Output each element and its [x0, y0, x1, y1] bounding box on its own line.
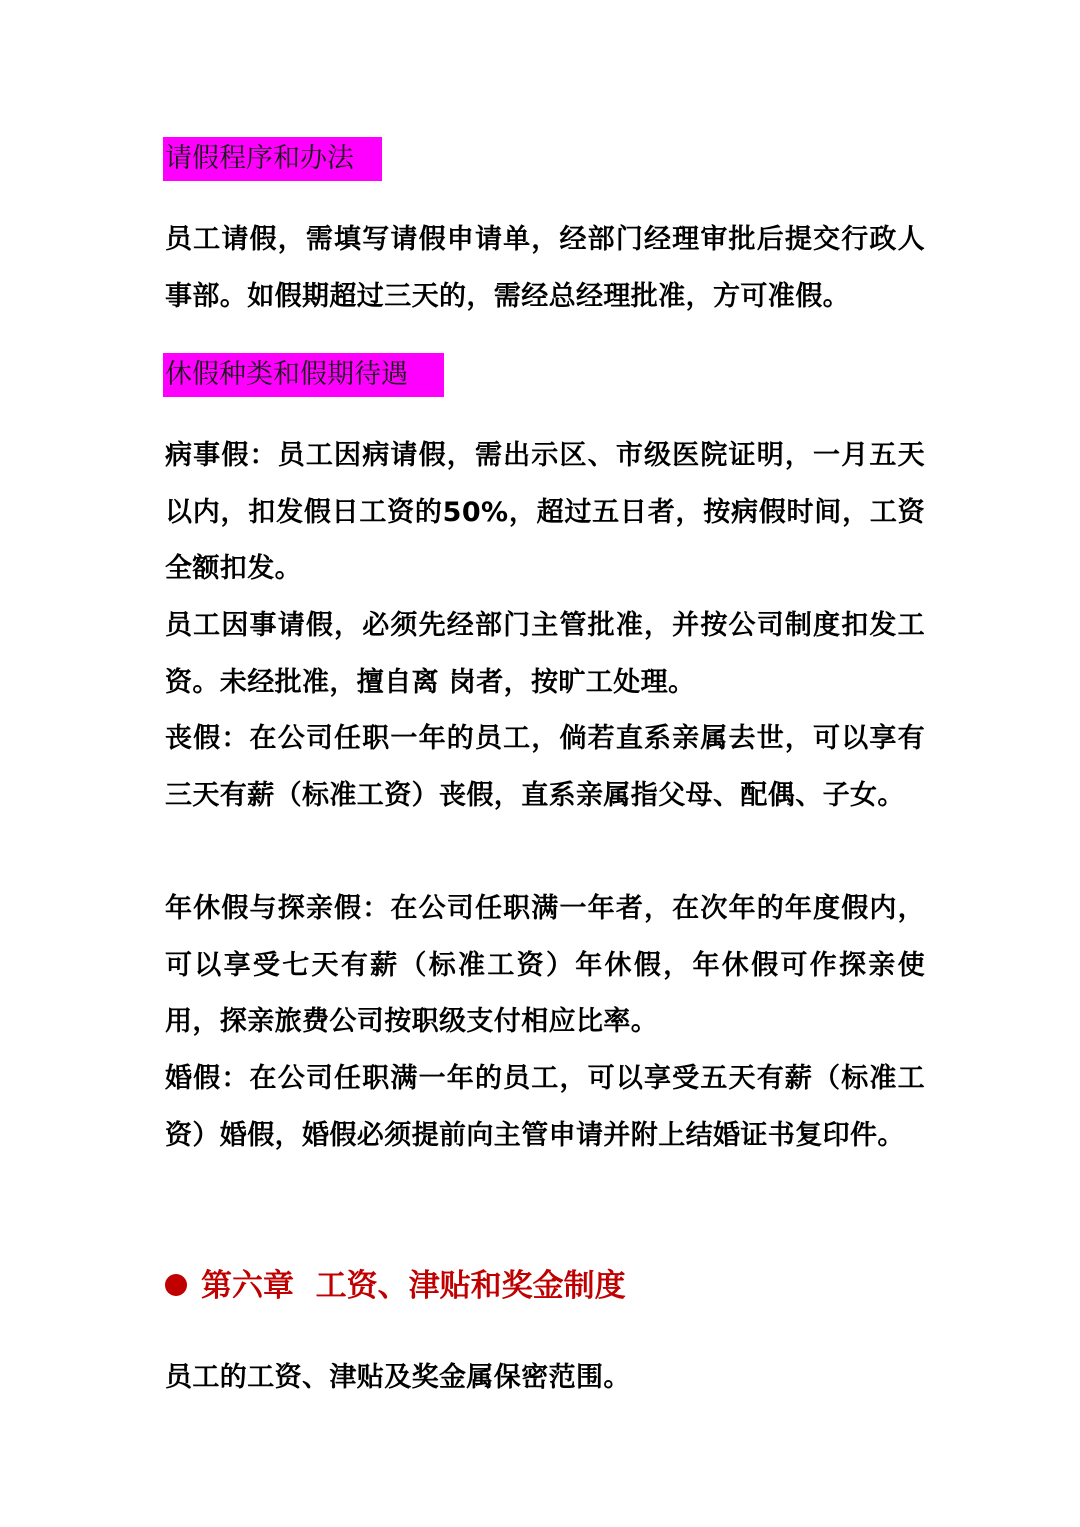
bullet-dot-icon: [165, 1274, 187, 1296]
paragraph-personal-leave: 员工因事请假，必须先经部门主管批准，并按公司制度扣发工资。未经批准，擅自离 岗者，按旷工处理。: [165, 610, 925, 698]
chapter-title: 第六章 工资、津贴和奖金制度: [201, 1268, 626, 1304]
paragraph-salary-confidential: 员工的工资、津贴及奖金属保密范围。: [165, 1362, 631, 1393]
section-heading-leave-procedure: 请假程序和办法: [163, 137, 382, 181]
paragraph-marriage-leave: 婚假：在公司任职满一年的员工，可以享受五天有薪（标准工资）婚假，婚假必须提前向主管申请并附上结婚证书复印件。: [165, 1063, 925, 1151]
paragraph-sick-leave: 病事假：员工因病请假，需出示区、市级医院证明，一月五天以内，扣发假日工资的50%，超过五日者，按病假时间，工资全额扣发。: [165, 440, 925, 584]
paragraph-leave-procedure: 员工请假，需填写请假申请单，经部门经理审批后提交行政人事部。如假期超过三天的，需经总经理批准，方可准假。: [165, 224, 925, 312]
section-heading-leave-types: 休假种类和假期待遇: [163, 353, 444, 397]
paragraph-annual-leave: 年休假与探亲假：在公司任职满一年者，在次年的年度假内，可以享受七天有薪（标准工资）年休假，年休假可作探亲使用，探亲旅费公司按职级支付相应比率。: [165, 893, 925, 1037]
paragraph-bereavement-leave: 丧假：在公司任职一年的员工，倘若直系亲属去世，可以享有三天有薪（标准工资）丧假，直系亲属指父母、配偶、子女。: [165, 723, 925, 811]
chapter-heading: [165, 1262, 626, 1310]
